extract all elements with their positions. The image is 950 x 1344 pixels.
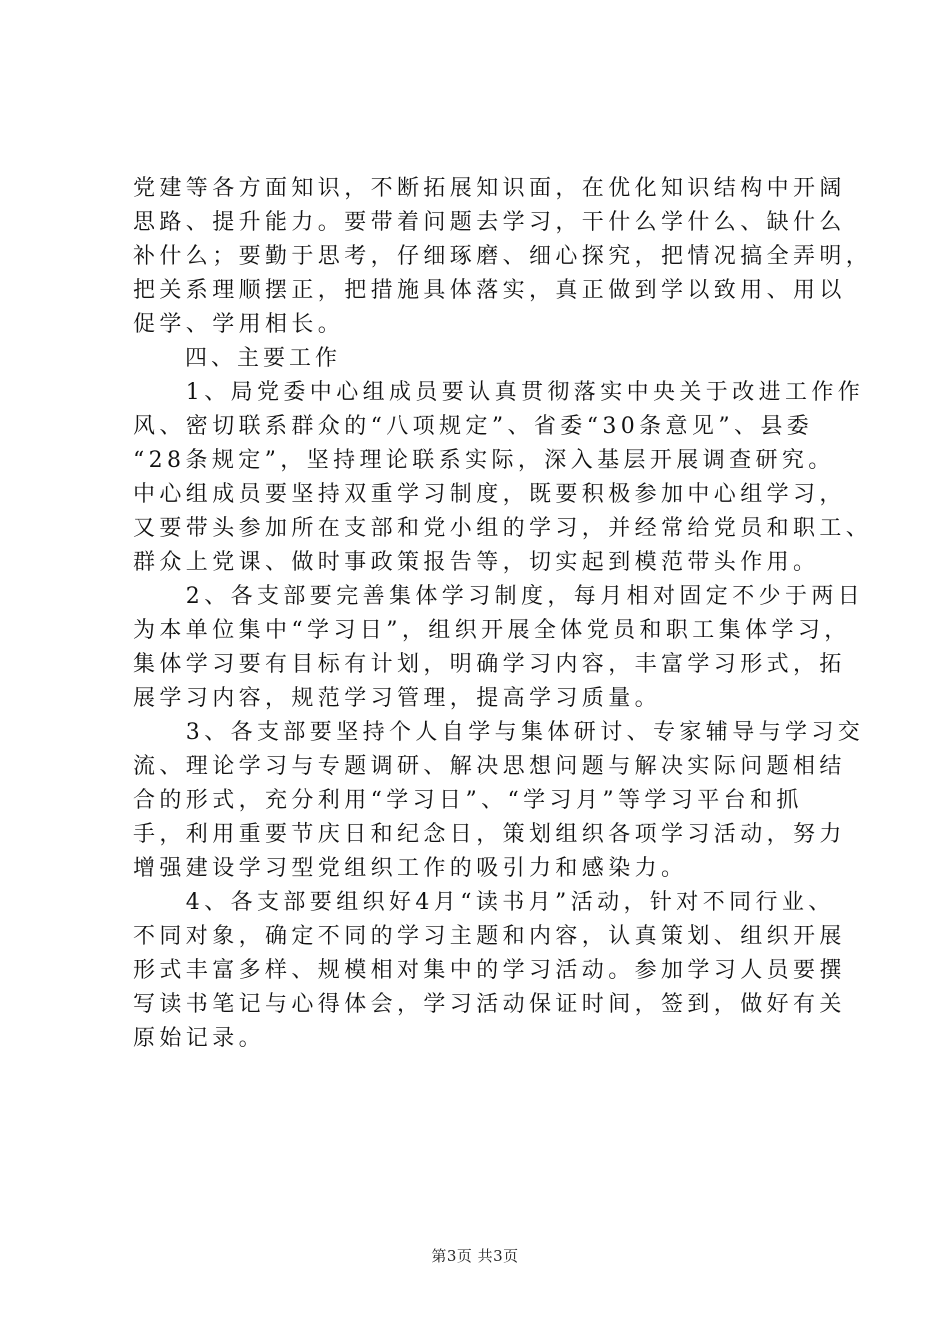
body-line: 促学、学用相长。 <box>133 312 345 337</box>
body-line: 展学习内容，规范学习管理，提高学习质量。 <box>133 686 662 711</box>
document-body <box>133 172 873 1056</box>
body-line: 又要带头参加所在支部和党小组的学习，并经常给党员和职工、 <box>133 516 873 541</box>
body-line: 为本单位集中“学习日”，组织开展全体党员和职工集体学习， <box>133 618 851 643</box>
body-line: 3、各支部要坚持个人自学与集体研讨、专家辅导与学习交 <box>133 720 865 745</box>
section-heading: 四、主要工作 <box>133 346 342 371</box>
body-line: 集体学习要有目标有计划，明确学习内容，丰富学习形式，拓 <box>133 652 846 677</box>
body-line: 2、各支部要完善集体学习制度，每月相对固定不少于两日 <box>133 584 865 609</box>
body-line: 1、局党委中心组成员要认真贯彻落实中央关于改进工作作 <box>133 380 865 405</box>
body-line: 形式丰富多样、规模相对集中的学习活动。参加学习人员要撰 <box>133 958 846 983</box>
body-line: 不同对象，确定不同的学习主题和内容，认真策划、组织开展 <box>133 924 846 949</box>
body-line: 写读书笔记与心得体会，学习活动保证时间，签到，做好有关 <box>133 992 846 1017</box>
body-line: 群众上党课、做时事政策报告等，切实起到模范带头作用。 <box>133 550 820 575</box>
body-line: 手，利用重要节庆日和纪念日，策划组织各项学习活动，努力 <box>133 822 846 847</box>
page-number-footer: 第3页 共3页 <box>431 1247 519 1265</box>
body-line: 思路、提升能力。要带着问题去学习，干什么学什么、缺什么 <box>133 210 846 235</box>
body-line: “28条规定”，坚持理论联系实际，深入基层开展调查研究。 <box>133 448 835 473</box>
body-line: 中心组成员要坚持双重学习制度，既要积极参加中心组学习， <box>133 482 846 507</box>
body-line: 风、密切联系群众的“八项规定”、省委“30条意见”、县委 <box>133 414 814 439</box>
body-line: 增强建设学习型党组织工作的吸引力和感染力。 <box>133 856 688 881</box>
body-line: 4、各支部要组织好4月“读书月”活动，针对不同行业、 <box>133 890 835 915</box>
body-line: 把关系理顺摆正，把措施具体落实，真正做到学以致用、用以 <box>133 278 846 303</box>
body-line: 补什么；要勤于思考，仔细琢磨、细心探究，把情况搞全弄明， <box>133 244 873 269</box>
body-line: 党建等各方面知识，不断拓展知识面，在优化知识结构中开阔 <box>133 176 846 201</box>
body-line: 原始记录。 <box>133 1026 266 1051</box>
body-line: 流、理论学习与专题调研、解决思想问题与解决实际问题相结 <box>133 754 846 779</box>
body-line: 合的形式，充分利用“学习日”、“学习月”等学习平台和抓 <box>133 788 803 813</box>
